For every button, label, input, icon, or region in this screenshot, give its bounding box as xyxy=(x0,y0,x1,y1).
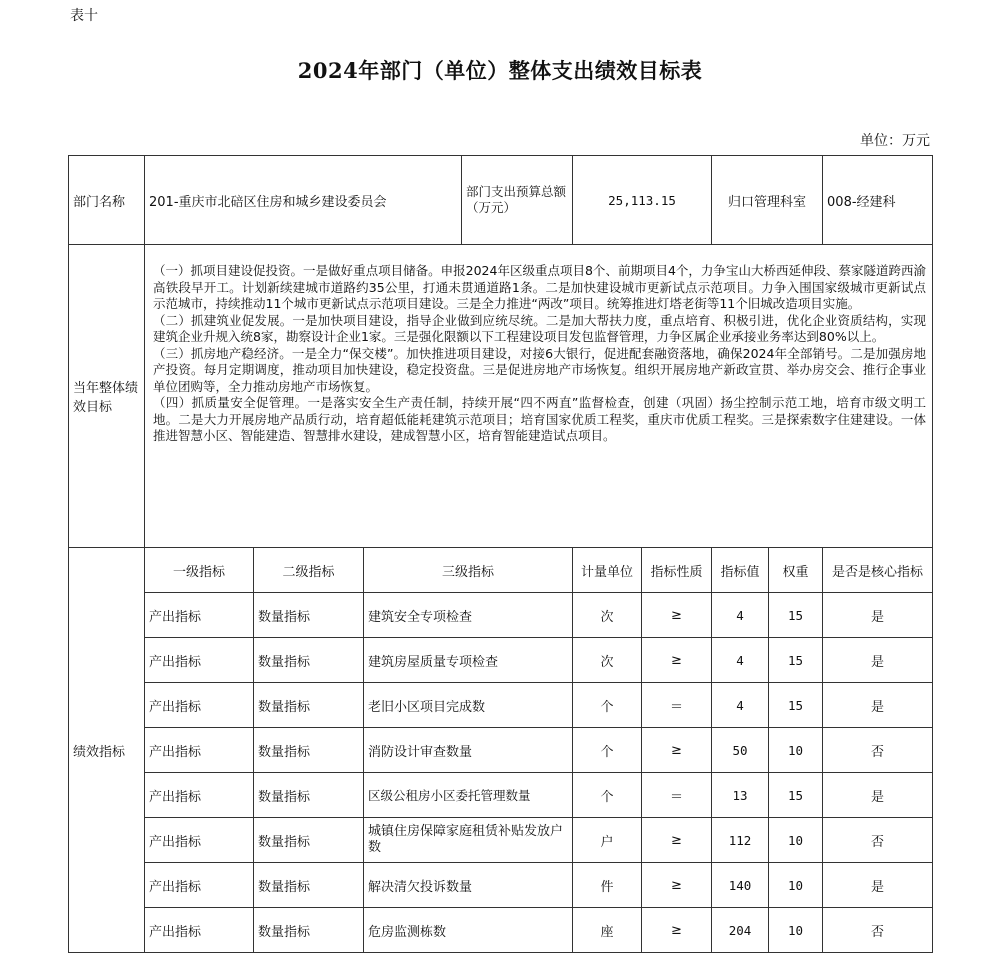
level1-indicator: 产出指标 xyxy=(145,638,254,683)
measure-unit: 座 xyxy=(573,908,642,953)
measure-unit: 次 xyxy=(573,638,642,683)
dept-info-row xyxy=(69,156,933,245)
table-row xyxy=(69,593,933,638)
level3-indicator: 城镇住房保障家庭租赁补贴发放户数 xyxy=(364,818,573,863)
mgmt-office-value: 008-经建科 xyxy=(823,156,933,245)
column-header: 指标值 xyxy=(712,548,769,593)
level1-indicator: 产出指标 xyxy=(145,863,254,908)
level3-indicator: 危房监测栋数 xyxy=(364,908,573,953)
level3-indicator: 建筑安全专项检查 xyxy=(364,593,573,638)
indicators-label: 绩效指标 xyxy=(69,548,145,953)
goals-row xyxy=(69,245,933,548)
level2-indicator: 数量指标 xyxy=(254,863,364,908)
is-core-indicator: 否 xyxy=(823,818,933,863)
dept-name-label: 部门名称 xyxy=(69,156,145,245)
level2-indicator: 数量指标 xyxy=(254,728,364,773)
table-row xyxy=(69,818,933,863)
indicator-nature: ≥ xyxy=(642,638,712,683)
level2-indicator: 数量指标 xyxy=(254,908,364,953)
measure-unit: 次 xyxy=(573,593,642,638)
goal-paragraph-1: （一）抓项目建设促投资。一是做好重点项目储备。申报2024年区级重点项目8个、前期项目4个，力争宝山大桥西延伸段、蔡家隧道跨西渝高铁段早开工。计划新续建城市道路约35公里，打通未贯通道路1条。二是加快建设城市更新试点示范项目。力争入围国家级城市更新试点示范城市，持续推动11个城市更新试点示范项目建设。三是全力推进“两改”项目。统筹推进灯塔老街等11个旧城改造项目实施。 xyxy=(153,263,927,311)
level2-indicator: 数量指标 xyxy=(254,638,364,683)
measure-unit: 件 xyxy=(573,863,642,908)
level3-indicator: 老旧小区项目完成数 xyxy=(364,683,573,728)
weight: 15 xyxy=(769,638,823,683)
level1-indicator: 产出指标 xyxy=(145,773,254,818)
level3-indicator: 区级公租房小区委托管理数量 xyxy=(364,773,573,818)
annual-goals-text xyxy=(145,245,933,548)
level1-indicator: 产出指标 xyxy=(145,908,254,953)
weight: 10 xyxy=(769,908,823,953)
table-number: 表十 xyxy=(70,8,98,24)
table-row xyxy=(69,908,933,953)
indicator-value: 4 xyxy=(712,638,769,683)
indicator-nature: ≥ xyxy=(642,863,712,908)
weight: 10 xyxy=(769,818,823,863)
weight: 10 xyxy=(769,728,823,773)
indicator-value: 50 xyxy=(712,728,769,773)
measure-unit: 个 xyxy=(573,683,642,728)
indicator-nature: ≥ xyxy=(642,818,712,863)
column-header: 权重 xyxy=(769,548,823,593)
column-header: 三级指标 xyxy=(364,548,573,593)
indicator-value: 13 xyxy=(712,773,769,818)
table-row xyxy=(69,638,933,683)
is-core-indicator: 是 xyxy=(823,773,933,818)
level3-indicator: 建筑房屋质量专项检查 xyxy=(364,638,573,683)
indicator-value: 112 xyxy=(712,818,769,863)
budget-total-value: 25,113.15 xyxy=(573,156,712,245)
weight: 15 xyxy=(769,593,823,638)
level1-indicator: 产出指标 xyxy=(145,818,254,863)
indicator-value: 140 xyxy=(712,863,769,908)
level3-indicator: 解决清欠投诉数量 xyxy=(364,863,573,908)
column-header: 计量单位 xyxy=(573,548,642,593)
is-core-indicator: 是 xyxy=(823,683,933,728)
table-row xyxy=(69,728,933,773)
indicator-nature: ＝ xyxy=(642,683,712,728)
level1-indicator: 产出指标 xyxy=(145,728,254,773)
table-row xyxy=(69,683,933,728)
dept-name-value: 201-重庆市北碚区住房和城乡建设委员会 xyxy=(145,156,462,245)
measure-unit: 个 xyxy=(573,773,642,818)
table-row xyxy=(69,773,933,818)
is-core-indicator: 否 xyxy=(823,908,933,953)
column-header: 是否是核心指标 xyxy=(823,548,933,593)
is-core-indicator: 是 xyxy=(823,863,933,908)
indicator-value: 4 xyxy=(712,593,769,638)
table-row xyxy=(69,863,933,908)
level1-indicator: 产出指标 xyxy=(145,683,254,728)
goal-paragraph-3: （三）抓房地产稳经济。一是全力“保交楼”。加快推进项目建设，对接6大银行，促进配套融资落地，确保2024年全部销号。二是加强房地产投资。每月定期调度，推动项目加快建设，稳定投资盘。三是促进房地产市场恢复。组织开展房地产新政宣贯、举办房交会、推行企事业单位团购等，全力推动房地产市场恢复。 xyxy=(153,345,927,394)
budget-total-label: 部门支出预算总额（万元） xyxy=(462,156,573,245)
mgmt-office-label: 归口管理科室 xyxy=(712,156,823,245)
level2-indicator: 数量指标 xyxy=(254,818,364,863)
column-header: 二级指标 xyxy=(254,548,364,593)
page-title: 2024年部门（单位）整体支出绩效目标表 xyxy=(297,58,703,83)
goal-paragraph-2: （二）抓建筑业促发展。一是加快项目建设，指导企业做到应统尽统。二是加大帮扶力度，重点培育、积极引进，优化企业资质结构，实现建筑企业升规入统8家，勘察设计企业1家。三是强化限额以下工程建设项目发包监督管理，力争区属企业承接业务率达到80%以上。 xyxy=(153,312,927,344)
indicator-nature: ≥ xyxy=(642,593,712,638)
indicator-value: 4 xyxy=(712,683,769,728)
level1-indicator: 产出指标 xyxy=(145,593,254,638)
annual-goals-label: 当年整体绩效目标 xyxy=(69,245,145,548)
level3-indicator: 消防设计审查数量 xyxy=(364,728,573,773)
weight: 10 xyxy=(769,863,823,908)
is-core-indicator: 是 xyxy=(823,638,933,683)
weight: 15 xyxy=(769,773,823,818)
indicator-header-row xyxy=(69,548,933,593)
indicator-nature: ＝ xyxy=(642,773,712,818)
performance-table xyxy=(68,155,933,953)
indicator-nature: ≥ xyxy=(642,908,712,953)
weight: 15 xyxy=(769,683,823,728)
measure-unit: 户 xyxy=(573,818,642,863)
goal-paragraph-4: （四）抓质量安全促管理。一是落实安全生产责任制，持续开展“四不两直”监督检查，创建（巩固）扬尘控制示范工地，培育市级文明工地。二是大力开展房地产品质行动，培育超低能耗建筑示范项目；培育国家优质工程奖，重庆市优质工程奖。三是探索数字住建建设。一体推进智慧小区、智能建造、智慧排水建设，建成智慧小区，培育智能建造试点项目。 xyxy=(153,395,927,443)
measure-unit: 个 xyxy=(573,728,642,773)
level2-indicator: 数量指标 xyxy=(254,593,364,638)
indicator-value: 204 xyxy=(712,908,769,953)
unit-label: 单位：万元 xyxy=(860,133,930,149)
column-header: 指标性质 xyxy=(642,548,712,593)
level2-indicator: 数量指标 xyxy=(254,773,364,818)
is-core-indicator: 是 xyxy=(823,593,933,638)
indicator-nature: ≥ xyxy=(642,728,712,773)
column-header: 一级指标 xyxy=(145,548,254,593)
is-core-indicator: 否 xyxy=(823,728,933,773)
level2-indicator: 数量指标 xyxy=(254,683,364,728)
